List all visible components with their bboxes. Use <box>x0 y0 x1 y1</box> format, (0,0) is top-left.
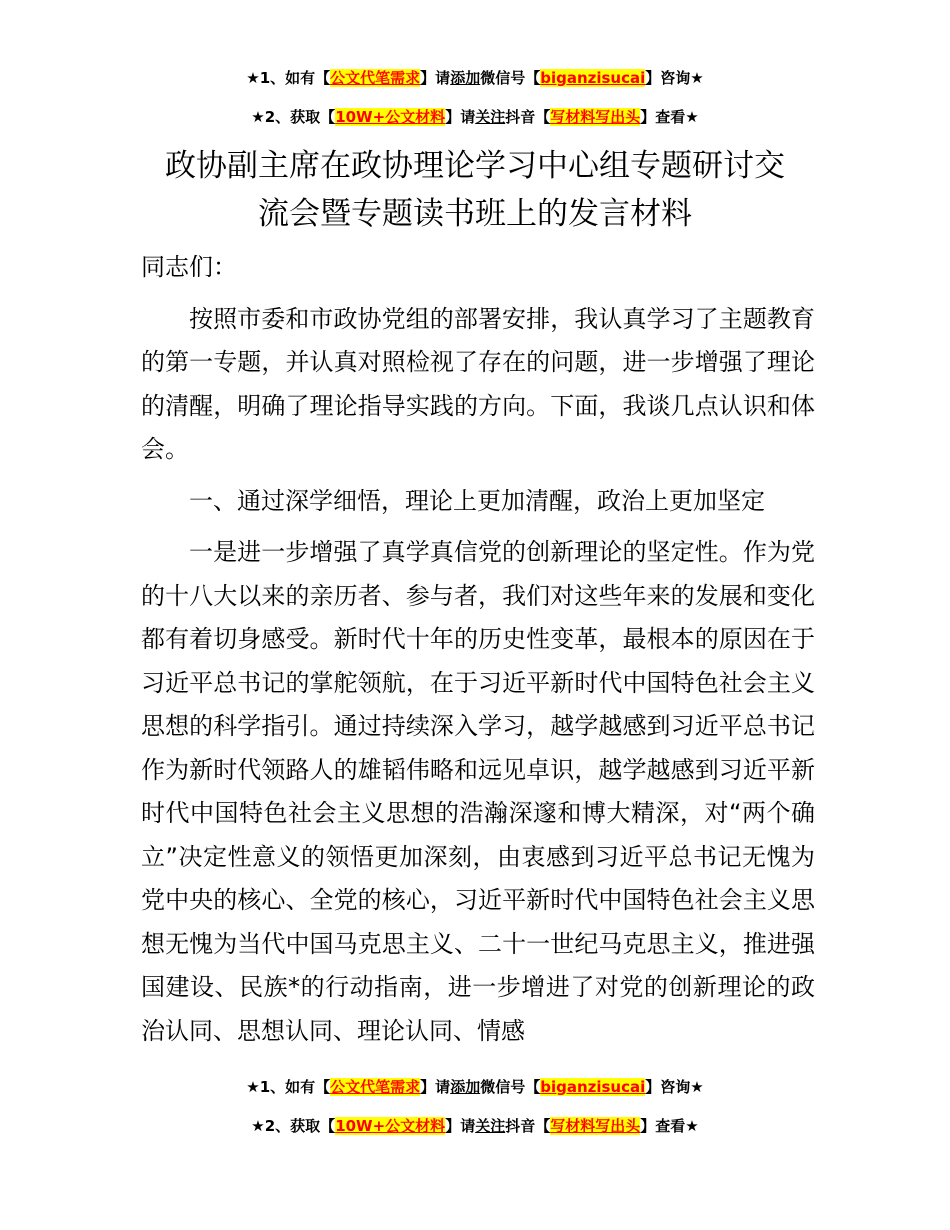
bottom-banner-line-1 <box>0 1077 950 1097</box>
banner-highlight: biganzisucai <box>540 69 646 87</box>
banner-text: 抖音【 <box>505 1117 551 1135</box>
top-banner-line-1 <box>0 68 950 88</box>
banner-highlight: biganzisucai <box>540 1078 646 1096</box>
paragraph-2: 一是进一步增强了真学真信党的创新理论的坚定性。作为党的十八大以来的亲历者、参与者，我们对这些年来的发展和变化都有着切身感受。新时代十年的历史性变革，最根本的原因在于习近平总书记的掌舵领航，在于习近平新时代中国特色社会主义思想的科学指引。通过持续深入学习，越学越感到习近平总书记作为新时代领路人的雄韬伟略和远见卓识，越学越感到习近平新时代中国特色社会主义思想的浩瀚深邃和博大精深，对“两个确立”决定性意义的领悟更加深刻，由衷感到习近平总书记无愧为党中央的核心、全党的核心，习近平新时代中国特色社会主义思想无愧为当代中国马克思主义、二十一世纪马克思主义，推进强国建设、民族*的行动指南，进一步增进了对党的创新理论的政治认同、思想认同、理论认同、情感 <box>141 538 815 1045</box>
title-line-2: 流会暨专题读书班上的发言材料 <box>258 196 692 232</box>
banner-underline: 关注 <box>475 108 506 126</box>
banner-text: 】咨询★ <box>645 1078 704 1096</box>
banner-underline: 添加 <box>450 69 481 87</box>
banner-text: 】请 <box>420 69 451 87</box>
banner-text: 】请 <box>420 1078 451 1096</box>
banner-text: ★2、获取【 <box>251 108 336 126</box>
banner-text: 】请 <box>445 108 476 126</box>
section-heading-1: 一、通过深学细悟，理论上更加清醒，政治上更加坚定 <box>189 486 765 515</box>
banner-text: 】查看★ <box>640 1117 699 1135</box>
document-body <box>141 246 815 1053</box>
banner-highlight: 公文代笔需求 <box>330 1078 421 1096</box>
banner-underline: 关注 <box>475 1117 506 1135</box>
banner-underline: 添加 <box>450 1078 481 1096</box>
banner-highlight: 写材料写出头 <box>550 108 641 126</box>
banner-highlight: 10W+公文材料 <box>335 1117 446 1135</box>
paragraph-1: 按照市委和市政协党组的部署安排，我认真学习了主题教育的第一专题，并认真对照检视了存在的问题，进一步增强了理论的清醒，明确了理论指导实践的方向。下面，我谈几点认识和体会。 <box>141 304 815 463</box>
banner-text: 】咨询★ <box>645 69 704 87</box>
banner-text: 】请 <box>445 1117 476 1135</box>
banner-text: 抖音【 <box>505 108 551 126</box>
greeting: 同志们： <box>141 253 237 281</box>
banner-highlight: 10W+公文材料 <box>335 108 446 126</box>
title-line-1: 政协副主席在政协理论学习中心组专题研讨交 <box>165 148 785 184</box>
document-title <box>120 142 830 238</box>
banner-highlight: 公文代笔需求 <box>330 69 421 87</box>
banner-text: 】查看★ <box>640 108 699 126</box>
banner-text: 微信号【 <box>480 1078 541 1096</box>
top-banner-line-2 <box>0 107 950 127</box>
bottom-banner-line-2 <box>0 1116 950 1136</box>
banner-text: ★2、获取【 <box>251 1117 336 1135</box>
banner-text: ★1、如有【 <box>246 1078 331 1096</box>
banner-highlight: 写材料写出头 <box>550 1117 641 1135</box>
banner-text: 微信号【 <box>480 69 541 87</box>
banner-text: ★1、如有【 <box>246 69 331 87</box>
